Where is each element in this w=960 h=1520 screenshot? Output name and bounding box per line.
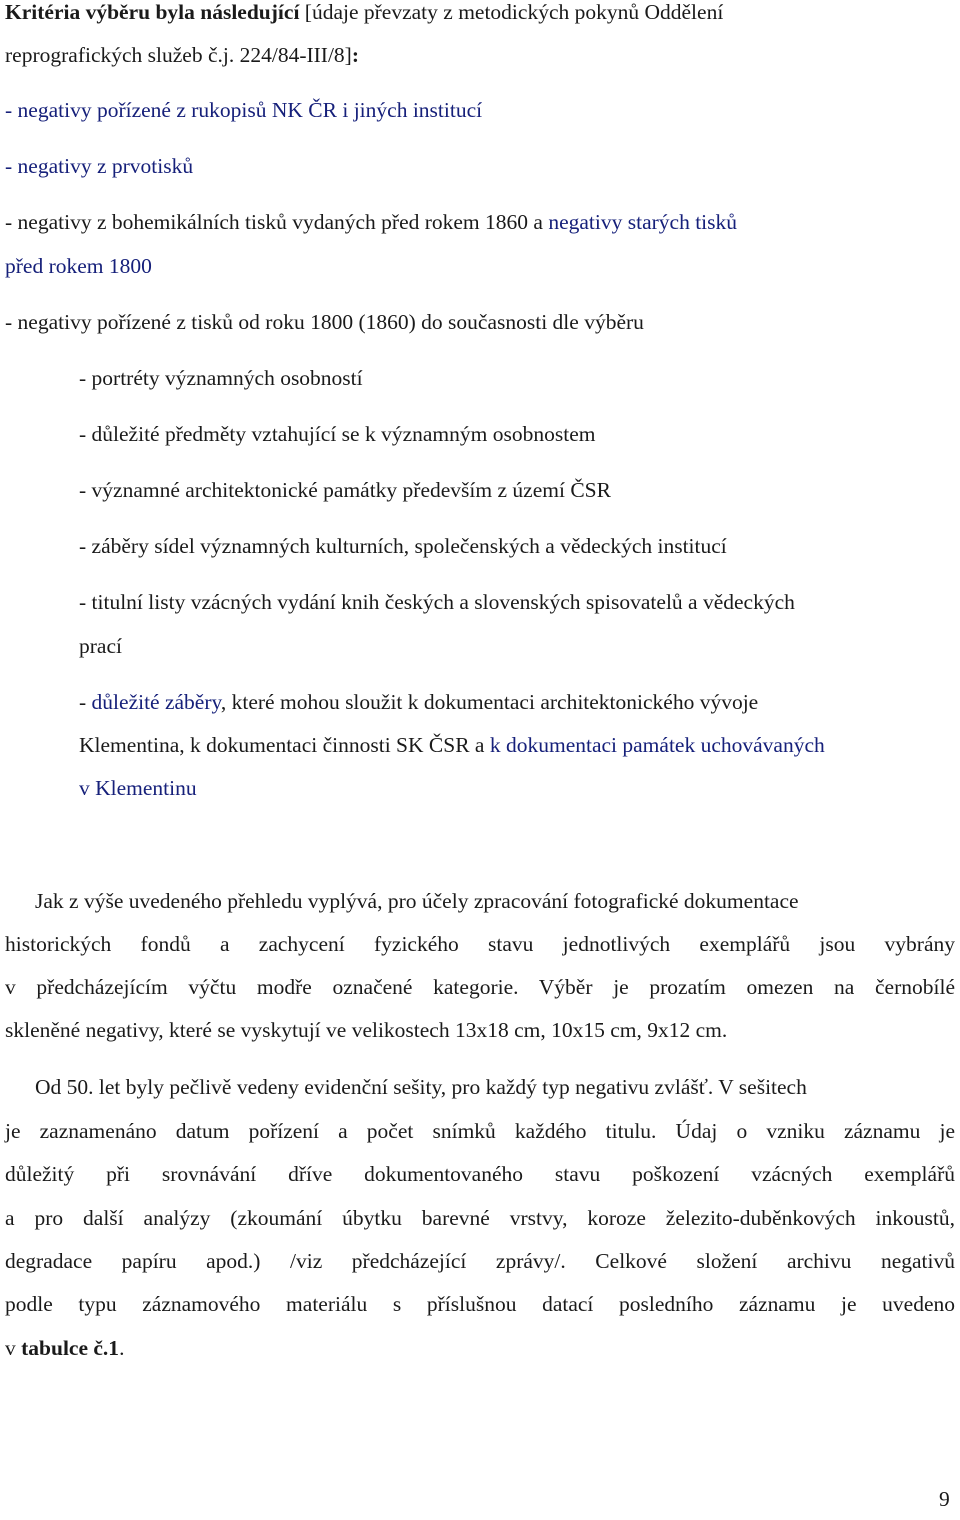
page-number: 9 xyxy=(939,1487,950,1511)
heading-source: [údaje převzaty z metodických pokynů Oddělení xyxy=(299,0,724,24)
monuments-documentation-blue: k dokumentaci památek uchovávaných xyxy=(489,733,825,757)
para1-line3: v předcházejícím výčtu modře označené kategorie. Výběr je prozatím omezen na černobílé xyxy=(5,975,955,999)
list-item-incunabula: - negativy z prvotisků xyxy=(5,154,194,178)
para2-line3: důležitý při srovnávání dříve dokumentovaného stavu poškození vzácných exemplářů xyxy=(5,1162,955,1186)
sub-item-portraits: - portréty významných osobností xyxy=(79,366,363,390)
sub-item-title-pages: - titulní listy vzácných vydání knih českých a slovenských spisovatelů a vědeckých xyxy=(79,590,795,614)
sub-item-title-pages-cont: prací xyxy=(79,634,122,658)
list-item-bohemical xyxy=(5,212,737,234)
important-shots-rest: , které mohou sloužit k dokumentaci architektonického vývoje xyxy=(220,690,759,714)
para2-line2: je zaznamenáno datum pořízení a počet snímků každého titulu. Údaj o vzniku záznamu je xyxy=(5,1119,955,1143)
para2-line6: podle typu záznamového materiálu s příslušnou datací posledního záznamu je uvedeno xyxy=(5,1292,955,1316)
klementinum-activity: Klementina, k dokumentaci činnosti SK ČSR a xyxy=(79,733,490,757)
list-item-old-prints: negativy starých tisků xyxy=(548,210,738,234)
list-item-old-prints-cont: před rokem 1800 xyxy=(5,254,152,278)
table-reference: tabulce č.1 xyxy=(21,1336,120,1360)
sub-item-monuments: - významné architektonické památky především z území ČSR xyxy=(79,478,611,502)
para2-line1: Od 50. let byly pečlivě vedeny evidenční sešity, pro každý typ negativu zvlášť. V sešitech xyxy=(35,1075,807,1099)
list-item-bohemical-text: - negativy z bohemikálních tisků vydaných před rokem 1860 a xyxy=(5,210,549,234)
para2-line7-prefix: v xyxy=(5,1336,22,1360)
list-item-manuscripts: - negativy pořízené z rukopisů NK ČR i jiných institucí xyxy=(5,98,483,122)
heading-colon: : xyxy=(351,43,360,67)
dash: - xyxy=(79,690,92,714)
para2-line4: a pro další analýzy (zkoumání úbytku barevné vrstvy, koroze železito-duběnkových inkoustů, xyxy=(5,1206,955,1230)
heading-line-2 xyxy=(5,45,359,67)
para1-line2: historických fondů a zachycení fyzického stavu jednotlivých exemplářů jsou vybrány xyxy=(5,932,955,956)
sub-item-institutions: - záběry sídel významných kulturních, společenských a vědeckých institucí xyxy=(79,534,727,558)
important-shots-blue: důležité záběry xyxy=(91,690,221,714)
para2-line7 xyxy=(5,1338,124,1360)
sub-item-important-shots-line3: v Klementinu xyxy=(79,776,197,800)
sub-item-important-shots xyxy=(79,692,758,714)
para1-line1: Jak z výše uvedeného přehledu vyplývá, pro účely zpracování fotografické dokumentace xyxy=(35,889,799,913)
heading-source-cont: reprografických služeb č.j. 224/84-III/8] xyxy=(5,43,352,67)
heading-bold-intro: Kritéria výběru byla následující xyxy=(5,0,300,24)
para2-line5: degradace papíru apod.) /viz předcházející zprávy/. Celkové složení archivu negativů xyxy=(5,1249,955,1273)
sub-item-objects: - důležité předměty vztahující se k významným osobnostem xyxy=(79,422,596,446)
para2-line7-period: . xyxy=(119,1336,125,1360)
para1-line4: skleněné negativy, které se vyskytují ve velikostech 13x18 cm, 10x15 cm, 9x12 cm. xyxy=(5,1018,728,1042)
sub-item-important-shots-line2 xyxy=(79,735,825,757)
list-item-modern-prints: - negativy pořízené z tisků od roku 1800 (1860) do současnosti dle výběru xyxy=(5,310,644,334)
heading-line-1 xyxy=(5,2,723,24)
